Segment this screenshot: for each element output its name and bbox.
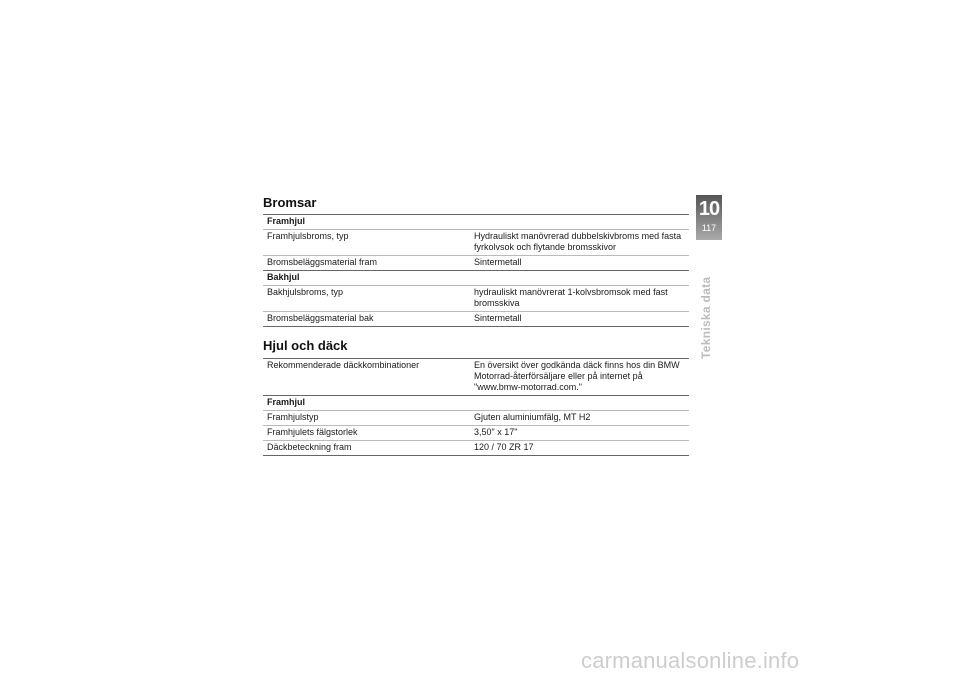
table-row bbox=[263, 411, 689, 426]
group-header-front bbox=[263, 396, 689, 411]
table-row bbox=[263, 426, 689, 441]
spec-value: hydrauliskt manövrerat 1-kolvsbromsok med fast bromsskiva bbox=[470, 286, 689, 312]
group-label: Framhjul bbox=[263, 215, 689, 230]
spec-label: Däckbeteckning fram bbox=[263, 441, 470, 456]
spec-value: Sintermetall bbox=[470, 312, 689, 327]
section-title-wheels: Hjul och däck bbox=[263, 338, 348, 353]
spec-label: Framhjulstyp bbox=[263, 411, 470, 426]
group-header-rear bbox=[263, 271, 689, 286]
section-title-brakes: Bromsar bbox=[263, 195, 317, 210]
table-row bbox=[263, 230, 689, 256]
table-row bbox=[263, 441, 689, 456]
spec-label: Bromsbeläggsmaterial fram bbox=[263, 256, 470, 271]
spec-label: Rekommenderade däckkombinationer bbox=[263, 359, 470, 396]
spec-value: 120 / 70 ZR 17 bbox=[470, 441, 689, 456]
table-row bbox=[263, 312, 689, 327]
spec-value: 3,50" x 17" bbox=[470, 426, 689, 441]
group-label: Bakhjul bbox=[263, 271, 689, 286]
spec-label: Framhjulsbroms, typ bbox=[263, 230, 470, 256]
spec-value: Hydrauliskt manövrerad dubbelskivbroms med fasta fyrkolvsok och flytande bromsskivor bbox=[470, 230, 689, 256]
spec-value: Sintermetall bbox=[470, 256, 689, 271]
table-row bbox=[263, 256, 689, 271]
table-row bbox=[263, 286, 689, 312]
brakes-table bbox=[263, 214, 689, 327]
document-content bbox=[263, 195, 689, 456]
spec-label: Bromsbeläggsmaterial bak bbox=[263, 312, 470, 327]
spec-value: Gjuten aluminiumfälg, MT H2 bbox=[470, 411, 689, 426]
chapter-number: 10 bbox=[698, 198, 720, 220]
table-row bbox=[263, 359, 689, 396]
group-header-front bbox=[263, 215, 689, 230]
wheels-table bbox=[263, 358, 689, 456]
watermark: carmanualsonline.info bbox=[581, 648, 800, 673]
group-label: Framhjul bbox=[263, 396, 689, 411]
spec-label: Bakhjulsbroms, typ bbox=[263, 286, 470, 312]
chapter-title: Tekniska data bbox=[699, 276, 713, 359]
page-number: 117 bbox=[701, 223, 717, 233]
spec-label: Framhjulets fälgstorlek bbox=[263, 426, 470, 441]
chapter-tab bbox=[696, 195, 722, 240]
spec-value: En översikt över godkända däck finns hos din BMW Motorrad-återförsäljare eller på internet på "www.bmw-motorrad.com." bbox=[470, 359, 689, 396]
